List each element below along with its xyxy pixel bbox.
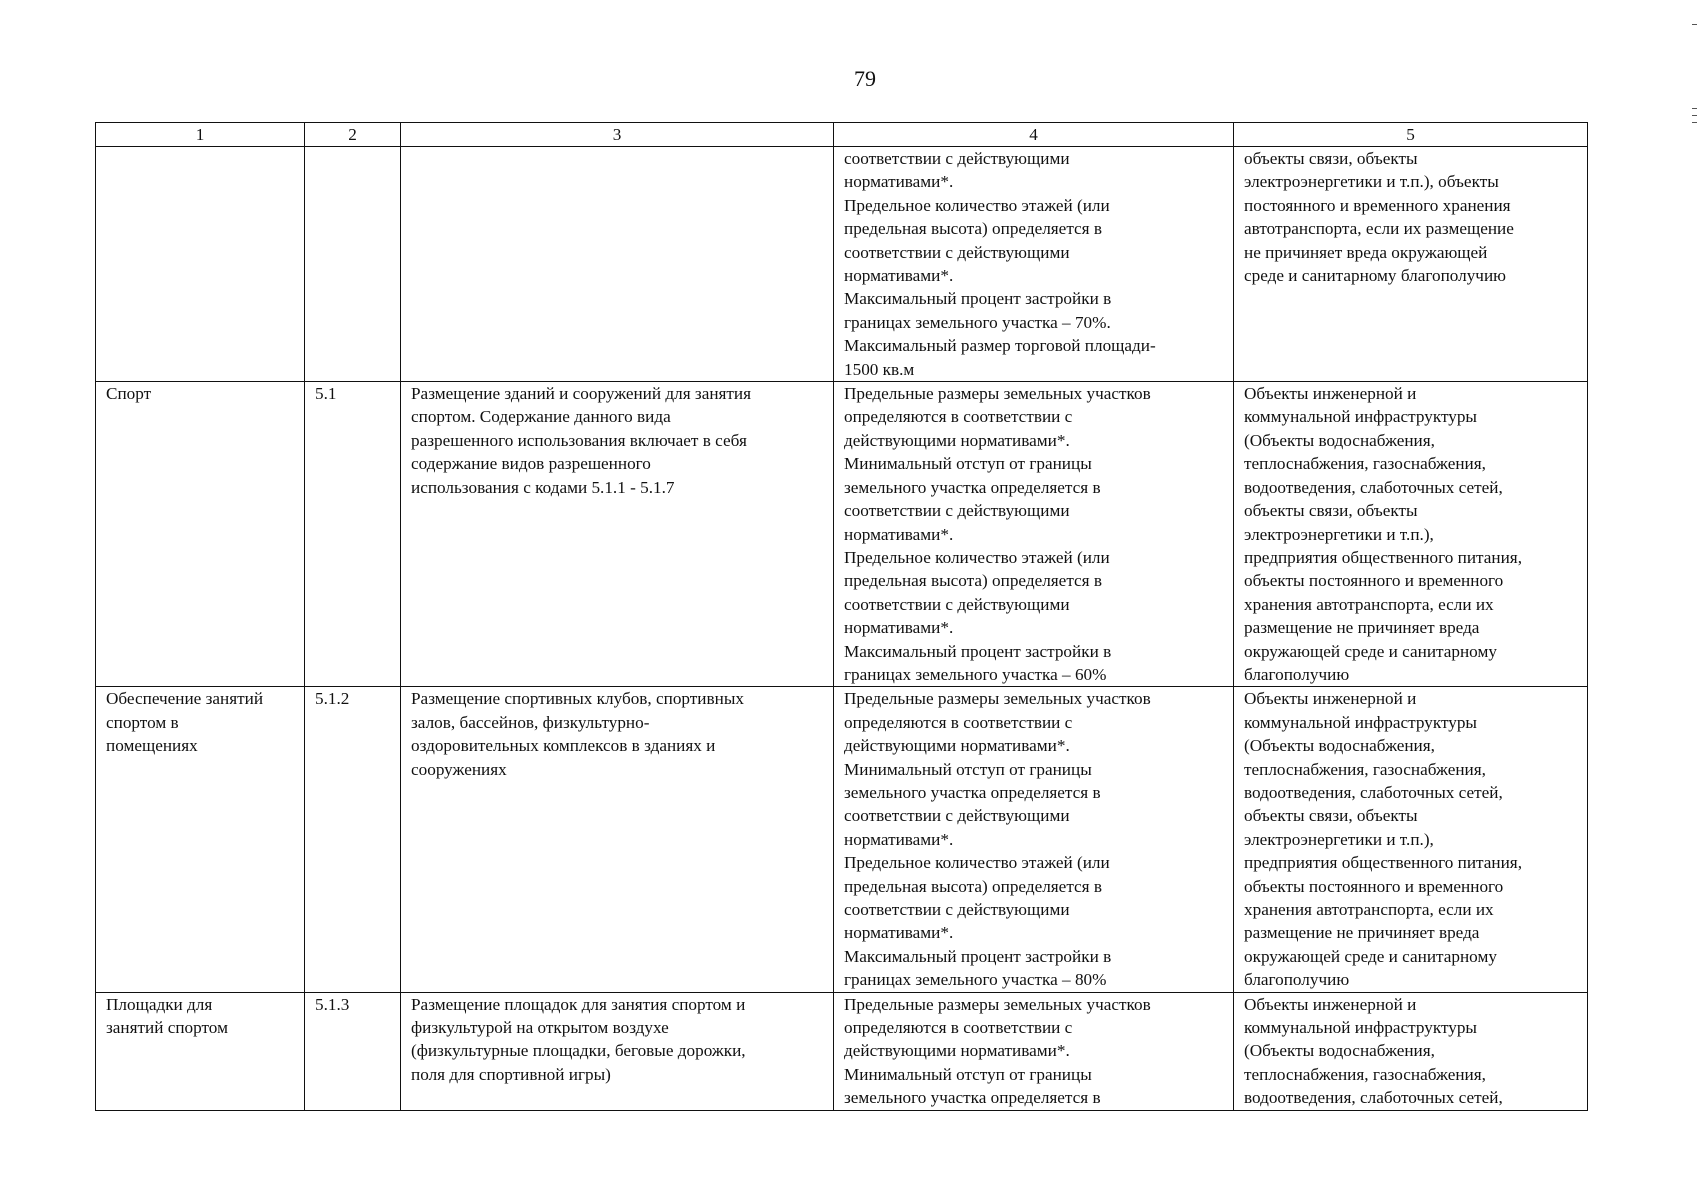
auxiliary-uses-cell <box>1234 147 1588 382</box>
header-row <box>96 123 1588 147</box>
table-row <box>96 147 1588 382</box>
cell-text-line: объекты постоянного и временного <box>1244 571 1504 591</box>
cell-text-line: физкультурой на открытом воздухе <box>411 1018 669 1038</box>
cell-text-line: земельного участка определяется в <box>844 782 1101 802</box>
cell-text-line: Минимальный отступ от границы <box>844 454 1092 474</box>
cell-text-line: объекты связи, объекты <box>1244 806 1418 826</box>
cell-text-line: действующими нормативами*. <box>844 1041 1070 1061</box>
table-row <box>96 687 1588 992</box>
cell-text-line: занятий спортом <box>106 1018 228 1038</box>
cell-text-line: окружающей среде и санитарному <box>1244 641 1497 661</box>
cell-text-line: объекты постоянного и временного <box>1244 876 1504 896</box>
cell-text-line: Объекты инженерной и <box>1244 384 1417 404</box>
cell-text-line: 5.1.3 <box>315 994 350 1014</box>
cell-text-line: теплоснабжения, газоснабжения, <box>1244 454 1486 474</box>
cell-text-line: автотранспорта, если их размещение <box>1244 219 1514 239</box>
cell-text-line: соответствии с действующими <box>844 149 1070 168</box>
cell-text-line: электроэнергетики и т.п.), <box>1244 524 1434 544</box>
use-type-cell <box>96 147 305 382</box>
cell-text-line: сооружениях <box>411 759 507 779</box>
cell-text-line: помещениях <box>106 736 198 756</box>
cell-text-line: Предельные размеры земельных участков <box>844 994 1151 1014</box>
cell-text-line: Минимальный отступ от границы <box>844 1064 1092 1084</box>
cell-text-line: нормативами*. <box>844 829 954 849</box>
cell-text-line: содержание видов разрешенного <box>411 454 651 474</box>
cell-text-line: предельная высота) определяется в <box>844 219 1102 239</box>
cell-text-line: электроэнергетики и т.п.), <box>1244 829 1434 849</box>
cell-text-line: нормативами*. <box>844 923 954 943</box>
cell-text-line: соответствии с действующими <box>844 900 1070 919</box>
cell-text-line: хранения автотранспорта, если их <box>1244 900 1494 919</box>
cell-text-line: 5.1.2 <box>315 689 350 709</box>
cell-text-line: Предельное количество этажей (или <box>844 195 1110 215</box>
cell-text-line: окружающей среде и санитарному <box>1244 946 1497 966</box>
cell-text-line: границах земельного участка – 80% <box>844 970 1107 990</box>
code-cell <box>305 687 401 992</box>
cell-text-line: поля для спортивной игры) <box>411 1064 611 1084</box>
cell-text-line: границах земельного участка – 70%. <box>844 312 1111 332</box>
cell-text-line: Максимальный размер торговой площади- <box>844 336 1156 356</box>
description-cell <box>401 687 834 992</box>
column-header-4: 4 <box>834 123 1234 147</box>
cell-text-line: предприятия общественного питания, <box>1244 547 1523 567</box>
cell-text-line: залов, бассейнов, физкультурно- <box>411 712 650 732</box>
table-header <box>96 123 1588 147</box>
cell-text-line: спортом. Содержание данного вида <box>411 407 671 427</box>
cell-text-line: использования с кодами 5.1.1 - 5.1.7 <box>411 477 675 497</box>
cell-text-line: нормативами*. <box>844 172 954 192</box>
scan-edge-mark <box>1692 108 1697 109</box>
cell-text-line: предельная высота) определяется в <box>844 571 1102 591</box>
page-number: 79 <box>854 66 876 91</box>
code-cell <box>305 382 401 687</box>
cell-text-line: определяются в соответствии с <box>844 1018 1073 1038</box>
column-header-1: 1 <box>96 123 305 147</box>
cell-text-line: теплоснабжения, газоснабжения, <box>1244 759 1486 779</box>
cell-text-line: Предельные размеры земельных участков <box>844 689 1151 709</box>
cell-text-line: не причиняет вреда окружающей <box>1244 242 1488 262</box>
cell-text-line: коммунальной инфраструктуры <box>1244 407 1477 427</box>
cell-text-line: (Объекты водоснабжения, <box>1244 430 1435 450</box>
cell-text-line: Предельное количество этажей (или <box>844 547 1110 567</box>
code-cell <box>305 147 401 382</box>
cell-text-line: нормативами*. <box>844 618 954 638</box>
cell-text-line: Объекты инженерной и <box>1244 994 1417 1014</box>
column-header-3: 3 <box>401 123 834 147</box>
cell-text-line: соответствии с действующими <box>844 242 1070 262</box>
cell-text-line: водоотведения, слаботочных сетей, <box>1244 782 1503 802</box>
cell-text-line: благополучию <box>1244 970 1350 990</box>
cell-text-line: соответствии с действующими <box>844 594 1070 614</box>
parameters-cell <box>834 992 1234 1110</box>
cell-text-line: Размещение спортивных клубов, спортивных <box>411 689 744 709</box>
parameters-cell <box>834 687 1234 992</box>
description-cell <box>401 147 834 382</box>
cell-text-line: 1500 кв.м <box>844 359 915 379</box>
cell-text-line: разрешенного использования включает в себя <box>411 430 747 450</box>
cell-text-line: предельная высота) определяется в <box>844 876 1102 896</box>
cell-text-line: Площадки для <box>106 994 213 1014</box>
cell-text-line: (Объекты водоснабжения, <box>1244 1041 1435 1061</box>
zoning-table <box>95 122 1588 1111</box>
column-header-2: 2 <box>305 123 401 147</box>
table-row <box>96 992 1588 1110</box>
cell-text-line: земельного участка определяется в <box>844 1088 1101 1108</box>
cell-text-line: Спорт <box>106 384 152 404</box>
cell-text-line: размещение не причиняет вреда <box>1244 923 1480 943</box>
cell-text-line: объекты связи, объекты <box>1244 501 1418 521</box>
cell-text-line: Объекты инженерной и <box>1244 689 1417 709</box>
table-row <box>96 382 1588 687</box>
parameters-cell <box>834 147 1234 382</box>
cell-text-line: Размещение площадок для занятия спортом и <box>411 994 746 1014</box>
cell-text-line: коммунальной инфраструктуры <box>1244 712 1477 732</box>
auxiliary-uses-cell <box>1234 992 1588 1110</box>
cell-text-line: предприятия общественного питания, <box>1244 853 1523 873</box>
cell-text-line: объекты связи, объекты <box>1244 149 1418 168</box>
cell-text-line: (физкультурные площадки, беговые дорожки, <box>411 1041 746 1061</box>
cell-text-line: определяются в соответствии с <box>844 407 1073 427</box>
auxiliary-uses-cell <box>1234 382 1588 687</box>
use-type-cell <box>96 687 305 992</box>
cell-text-line: водоотведения, слаботочных сетей, <box>1244 477 1503 497</box>
cell-text-line: Максимальный процент застройки в <box>844 946 1112 966</box>
description-cell <box>401 382 834 687</box>
cell-text-line: нормативами*. <box>844 266 954 286</box>
cell-text-line: Максимальный процент застройки в <box>844 289 1112 309</box>
cell-text-line: постоянного и временного хранения <box>1244 195 1511 215</box>
cell-text-line: Обеспечение занятий <box>106 689 264 709</box>
cell-text-line: электроэнергетики и т.п.), объекты <box>1244 172 1499 192</box>
scan-edge-mark <box>1692 122 1697 123</box>
cell-text-line: (Объекты водоснабжения, <box>1244 736 1435 756</box>
cell-text-line: соответствии с действующими <box>844 806 1070 826</box>
cell-text-line: соответствии с действующими <box>844 501 1070 521</box>
cell-text-line: водоотведения, слаботочных сетей, <box>1244 1088 1503 1108</box>
description-cell <box>401 992 834 1110</box>
cell-text-line: действующими нормативами*. <box>844 736 1070 756</box>
table-body <box>96 147 1588 1111</box>
cell-text-line: Размещение зданий и сооружений для занятия <box>411 384 752 404</box>
cell-text-line: хранения автотранспорта, если их <box>1244 594 1494 614</box>
use-type-cell <box>96 382 305 687</box>
cell-text-line: коммунальной инфраструктуры <box>1244 1018 1477 1038</box>
cell-text-line: Минимальный отступ от границы <box>844 759 1092 779</box>
use-type-cell <box>96 992 305 1110</box>
cell-text-line: Предельные размеры земельных участков <box>844 384 1151 404</box>
scan-edge-mark <box>1692 24 1697 25</box>
cell-text-line: действующими нормативами*. <box>844 430 1070 450</box>
cell-text-line: оздоровительных комплексов в зданиях и <box>411 736 716 756</box>
cell-text-line: благополучию <box>1244 664 1350 684</box>
code-cell <box>305 992 401 1110</box>
column-header-5: 5 <box>1234 123 1588 147</box>
cell-text-line: размещение не причиняет вреда <box>1244 618 1480 638</box>
cell-text-line: нормативами*. <box>844 524 954 544</box>
auxiliary-uses-cell <box>1234 687 1588 992</box>
cell-text-line: спортом в <box>106 712 179 732</box>
cell-text-line: среде и санитарному благополучию <box>1244 266 1506 286</box>
cell-text-line: 5.1 <box>315 384 337 404</box>
cell-text-line: Предельное количество этажей (или <box>844 853 1110 873</box>
cell-text-line: определяются в соответствии с <box>844 712 1073 732</box>
cell-text-line: границах земельного участка – 60% <box>844 664 1107 684</box>
scan-edge-mark <box>1692 115 1697 116</box>
cell-text-line: земельного участка определяется в <box>844 477 1101 497</box>
parameters-cell <box>834 382 1234 687</box>
cell-text-line: Максимальный процент застройки в <box>844 641 1112 661</box>
cell-text-line: теплоснабжения, газоснабжения, <box>1244 1064 1486 1084</box>
